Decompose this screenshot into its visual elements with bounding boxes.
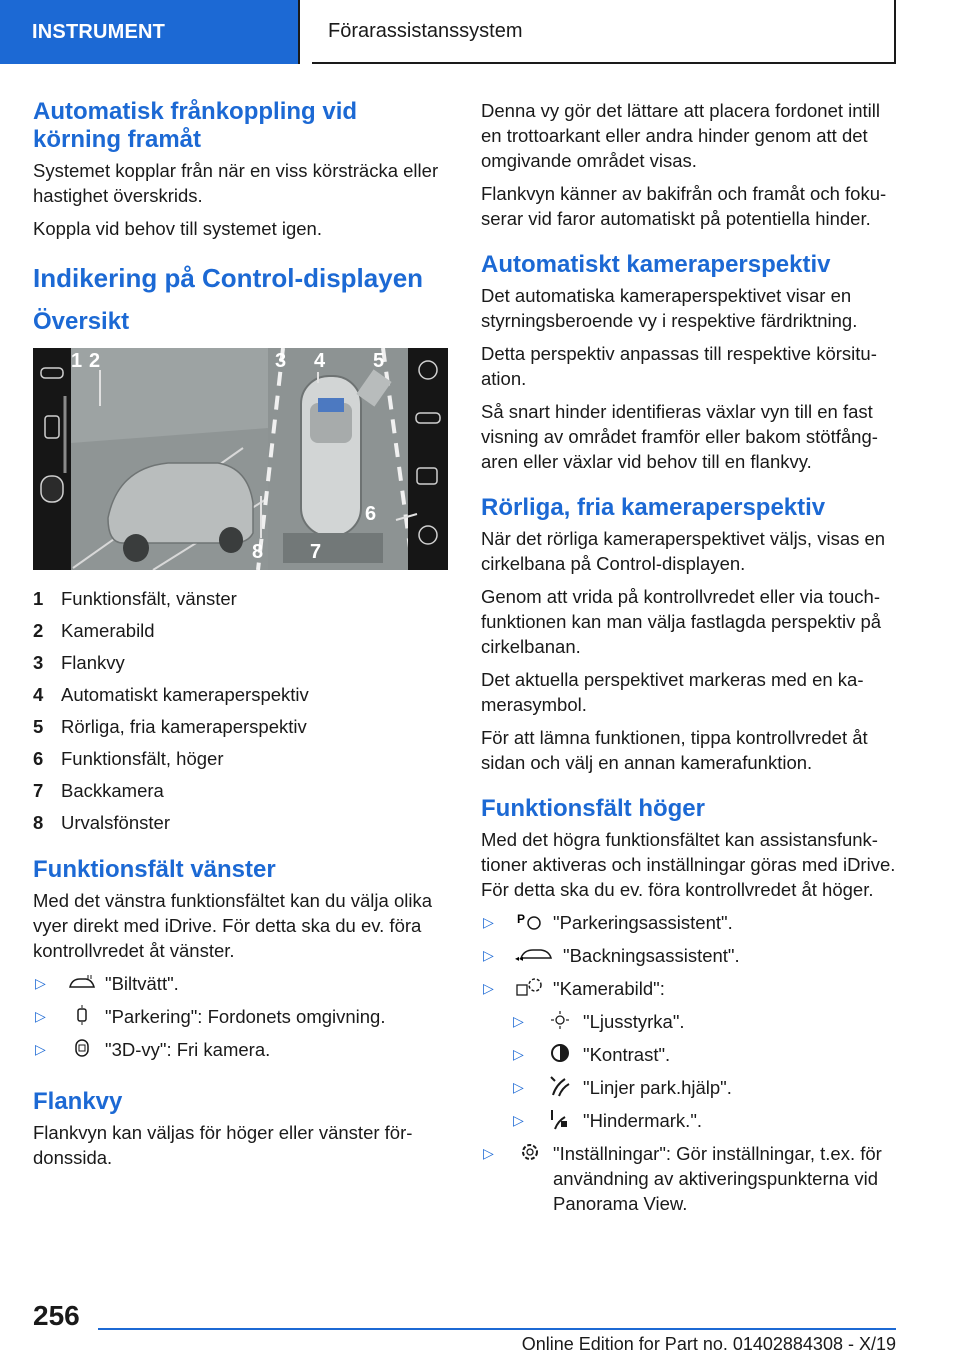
heading-display: Indikering på Control-displayen [33,263,424,293]
section-tab: INSTRUMENT [0,0,298,64]
list-item: ▷ "Parkering": Fordonets omgivning. [35,1006,386,1027]
paragraph: Så snart hinder identifieras växlar vyn till en fast visning av området framför eller bakom stötfångaren eller växlar vid behov till en flankvy. [481,401,878,472]
list-item: ▷ "Inställningar": Gör inställningar, t.ex. för användning av aktiveringspunkterna vid Panorama View. [483,1143,882,1214]
paragraph: Det aktuella perspektivet markeras med en kamerasymbol. [481,669,864,715]
svg-text:◂◂: ◂◂ [515,954,524,962]
camera-sub-list [511,1009,896,1133]
list-item: ▷ "Linjer park.hjälp". [513,1077,732,1098]
parking-assistant-icon [515,910,545,932]
left-column [33,98,448,1178]
legend-item: 5 Rörliga, fria kameraperspektiv [33,715,307,737]
callout-1: 1 [71,350,83,372]
bullet-triangle-icon: ▷ [483,914,494,930]
list-item: ▷ "Hindermark.". [513,1110,703,1131]
svg-text:P: P [517,912,526,926]
callout-8: 8 [252,541,264,563]
brightness-icon [545,1009,575,1031]
3d-view-icon [67,1037,97,1059]
header-divider [298,0,300,64]
callout-3: 3 [275,350,287,372]
heading-auto-camera: Automatiskt kameraperspektiv [481,251,831,278]
callout-5: 5 [373,350,385,372]
paragraph: Med det högra funktionsfältet kan assistansfunktioner aktiveras och inställningar göras med iDrive. För detta ska du ev. föra kontrollvredet åt höger. [481,829,896,900]
list-item: ▷ "Kontrast". [513,1044,671,1065]
callout-2: 2 [89,350,101,372]
callout-7: 7 [310,541,322,563]
bullet-triangle-icon: ▷ [513,1079,524,1095]
paragraph: Flankvyn känner av bakifrån och framåt och fokuserar vid faror automatiskt på potentiella hinder. [481,183,887,229]
bullet-triangle-icon: ▷ [35,1008,46,1024]
legend-item: 1 Funktionsfält, vänster [33,587,237,609]
paragraph: Systemet kopplar från när en viss körsträcka eller hastighet överskrids. [33,160,439,206]
left-field-list [33,971,448,1062]
paragraph: Detta perspektiv anpassas till respektive körsituation. [481,343,877,389]
paragraph: Denna vy gör det lättare att placera fordonet intill en trottoarkant eller andra hinder genom att det omgivande området visas. [481,100,881,171]
paragraph: Koppla vid behov till systemet igen. [33,218,322,239]
list-item: ▷ "Kamerabild": [483,978,665,999]
bullet-triangle-icon: ▷ [513,1112,524,1128]
figure-legend [33,582,448,838]
list-item: ▷ ◂◂ "Backningsassistent". [483,945,740,966]
heading-free-camera: Rörliga, fria kameraperspektiv [481,494,826,521]
bullet-triangle-icon: ▷ [483,1145,494,1161]
page-header-title: Förarassistanssystem [312,0,896,64]
legend-item: 7 Backkamera [33,779,164,801]
paragraph: Det automatiska kameraperspektivet visar en styrningsberoende vy i respektive färdriktning. [481,285,858,331]
list-item: ▷ P "Parkeringsassistent". [483,912,733,933]
callout-6: 6 [365,503,377,525]
settings-list [481,1141,896,1216]
bullet-triangle-icon: ▷ [483,947,494,963]
contrast-icon [545,1042,575,1064]
right-column [481,98,896,1224]
bullet-triangle-icon: ▷ [35,975,46,991]
legend-item: 2 Kamerabild [33,619,155,641]
heading-flank: Flankvy [33,1088,123,1115]
paragraph: När det rörliga kameraperspektivet väljs, visas en cirkelbana på Control-displayen. [481,528,886,574]
legend-item: 8 Urvalsfönster [33,811,170,833]
page-number: 256 [33,1300,80,1331]
callout-4: 4 [314,350,326,372]
paragraph: Med det vänstra funktionsfältet kan du välja olika vyer direkt med iDrive. För detta ska du ev. föra kontrollvredet åt vänster. [33,890,433,961]
list-item: ▷ "Ljusstyrka". [513,1011,685,1032]
car-wash-icon [67,971,97,993]
camera-display-illustration [33,348,448,570]
heading-overview: Översikt [33,308,130,335]
paragraph: För att lämna funktionen, tippa kontrollvredet åt sidan och välj en annan kamerafunktion. [481,727,868,773]
legend-item: 3 Flankvy [33,651,125,673]
camera-display-figure [33,348,448,570]
reversing-assistant-icon [515,943,555,965]
list-item: ▷ "Biltvätt". [35,973,179,994]
footer-edition: Online Edition for Part no. 01402884308 - X/19 [521,1334,896,1354]
list-item: ▷ "3D-vy": Fri kamera. [35,1039,271,1060]
footer-rule [98,1328,896,1330]
parking-lines-icon [545,1075,575,1097]
bullet-triangle-icon: ▷ [513,1046,524,1062]
parking-view-icon [67,1004,97,1026]
bullet-triangle-icon: ▷ [483,980,494,996]
settings-icon [515,1141,545,1163]
right-field-list [481,910,896,1001]
heading-right-field: Funktionsfält höger [481,795,705,822]
bullet-triangle-icon: ▷ [513,1013,524,1029]
camera-settings-icon [515,976,545,998]
bullet-triangle-icon: ▷ [35,1041,46,1057]
heading-auto-off: Automatisk frånkoppling vid körning framåt [33,98,358,153]
obstacle-marker-icon [545,1108,575,1130]
legend-item: 6 Funktionsfält, höger [33,747,224,769]
legend-item: 4 Automatiskt kameraperspektiv [33,683,309,705]
paragraph: Genom att vrida på kontrollvredet eller via touchfunktionen kan man välja fastlagda perspektiv på cirkelbanan. [481,586,882,657]
heading-left-field: Funktionsfält vänster [33,856,276,883]
paragraph: Flankvyn kan väljas för höger eller vänster fördonssida. [33,1122,413,1168]
